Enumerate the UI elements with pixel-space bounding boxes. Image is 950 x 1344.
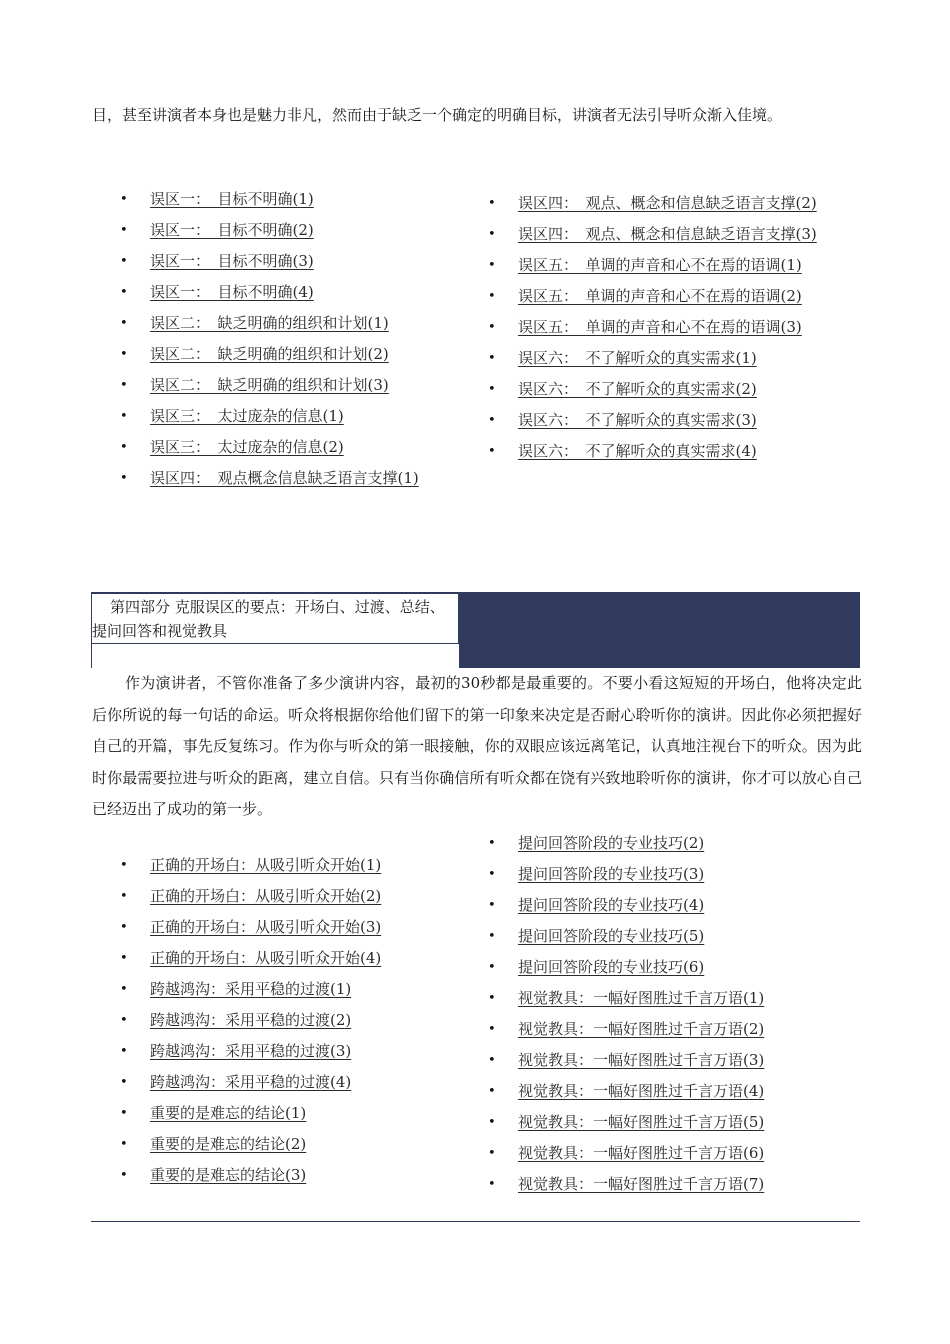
chapter-link[interactable]: 误区一： 目标不明确(3) [150, 252, 314, 270]
bullet-icon: • [120, 1075, 128, 1090]
list-item [488, 1138, 764, 1169]
chapter-link[interactable]: 跨越鸿沟：采用平稳的过渡(3) [150, 1042, 352, 1060]
bullet-icon: • [488, 351, 496, 366]
list-item [488, 1014, 764, 1045]
chapter-link[interactable]: 重要的是难忘的结论(2) [150, 1135, 307, 1153]
mistakes-link-list-right [488, 188, 817, 467]
bullet-icon: • [120, 316, 128, 331]
bullet-icon: • [488, 898, 496, 913]
bullet-icon: • [120, 1137, 128, 1152]
list-item [488, 1045, 764, 1076]
bullet-icon: • [488, 1022, 496, 1037]
bullet-icon: • [120, 1013, 128, 1028]
bullet-icon: • [488, 227, 496, 242]
bullet-icon: • [120, 1168, 128, 1183]
section-title: 第四部分 克服误区的要点：开场白、过渡、总结、提问回答和视觉教具 [91, 592, 459, 644]
bullet-icon: • [488, 413, 496, 428]
techniques-link-list-right [488, 828, 764, 1200]
list-item [120, 339, 419, 370]
list-item [120, 850, 381, 881]
chapter-link[interactable]: 正确的开场白：从吸引听众开始(4) [150, 949, 382, 967]
list-item [120, 1036, 381, 1067]
list-item [488, 374, 817, 405]
chapter-link[interactable]: 误区四： 观点概念信息缺乏语言支撑(1) [150, 469, 419, 487]
bullet-icon: • [120, 347, 128, 362]
list-item [488, 343, 817, 374]
chapter-link[interactable]: 误区六： 不了解听众的真实需求(1) [518, 349, 757, 367]
chapter-link[interactable]: 误区二： 缺乏明确的组织和计划(2) [150, 345, 389, 363]
list-item [488, 1169, 764, 1200]
chapter-link[interactable]: 误区三： 太过庞杂的信息(1) [150, 407, 344, 425]
chapter-link[interactable]: 误区二： 缺乏明确的组织和计划(3) [150, 376, 389, 394]
list-item [488, 312, 817, 343]
chapter-link[interactable]: 提问回答阶段的专业技巧(6) [518, 958, 705, 976]
chapter-link[interactable]: 误区六： 不了解听众的真实需求(3) [518, 411, 757, 429]
list-item [120, 1129, 381, 1160]
list-item [120, 912, 381, 943]
bullet-icon: • [120, 285, 128, 300]
list-item [120, 246, 419, 277]
chapter-link[interactable]: 提问回答阶段的专业技巧(5) [518, 927, 705, 945]
list-item [120, 277, 419, 308]
chapter-link[interactable]: 视觉教具：一幅好图胜过千言万语(6) [518, 1144, 765, 1162]
list-item [488, 250, 817, 281]
bullet-icon: • [488, 836, 496, 851]
bullet-icon: • [120, 192, 128, 207]
chapter-link[interactable]: 误区五： 单调的声音和心不在焉的语调(1) [518, 256, 802, 274]
chapter-link[interactable]: 跨越鸿沟：采用平稳的过渡(2) [150, 1011, 352, 1029]
bullet-icon: • [120, 254, 128, 269]
bullet-icon: • [120, 409, 128, 424]
chapter-link[interactable]: 误区五： 单调的声音和心不在焉的语调(2) [518, 287, 802, 305]
chapter-link[interactable]: 正确的开场白：从吸引听众开始(2) [150, 887, 382, 905]
chapter-link[interactable]: 视觉教具：一幅好图胜过千言万语(4) [518, 1082, 765, 1100]
chapter-link[interactable]: 误区四： 观点、概念和信息缺乏语言支撑(3) [518, 225, 817, 243]
list-item [120, 943, 381, 974]
list-item [488, 890, 764, 921]
list-item [488, 859, 764, 890]
list-item [488, 281, 817, 312]
list-item [120, 1067, 381, 1098]
chapter-link[interactable]: 误区三： 太过庞杂的信息(2) [150, 438, 344, 456]
list-item [488, 952, 764, 983]
list-item [488, 1076, 764, 1107]
chapter-link[interactable]: 误区一： 目标不明确(2) [150, 221, 314, 239]
section-header [91, 592, 860, 668]
bullet-icon: • [488, 444, 496, 459]
list-item [120, 184, 419, 215]
list-item [120, 1160, 381, 1191]
chapter-link[interactable]: 视觉教具：一幅好图胜过千言万语(5) [518, 1113, 765, 1131]
chapter-link[interactable]: 误区一： 目标不明确(4) [150, 283, 314, 301]
list-item [488, 1107, 764, 1138]
chapter-link[interactable]: 误区六： 不了解听众的真实需求(2) [518, 380, 757, 398]
chapter-link[interactable]: 提问回答阶段的专业技巧(4) [518, 896, 705, 914]
list-item [120, 215, 419, 246]
chapter-link[interactable]: 误区二： 缺乏明确的组织和计划(1) [150, 314, 389, 332]
section-body-paragraph: 作为演讲者，不管你准备了多少演讲内容，最初的30秒都是最重要的。不要小看这短短的开场白，他将决定此后你所说的每一句话的命运。听众将根据你给他们留下的第一印象来决定是否耐心聆听你的演讲。因此你必须把握好自己的开篇，事先反复练习。作为你与听众的第一眼接触，你的双眼应该远离笔记，认真地注视台下的听众。因为此时你最需要拉进与听众的距离，建立自信。只有当你确信所有听众都在饶有兴致地聆听你的演讲，你才可以放心自己已经迈出了成功的第一步。 [92, 674, 862, 818]
list-item [488, 436, 817, 467]
list-item [488, 983, 764, 1014]
bullet-icon: • [488, 320, 496, 335]
intro-paragraph: 目，甚至讲演者本身也是魅力非凡，然而由于缺乏一个确定的明确目标，讲演者无法引导听众渐入佳境。 [92, 106, 783, 124]
bullet-icon: • [488, 991, 496, 1006]
list-item [488, 219, 817, 250]
bullet-icon: • [488, 382, 496, 397]
section-header-top-rule [91, 592, 860, 594]
list-item [120, 974, 381, 1005]
bullet-icon: • [120, 1106, 128, 1121]
bullet-icon: • [488, 1053, 496, 1068]
bullet-icon: • [488, 1084, 496, 1099]
bullet-icon: • [488, 1177, 496, 1192]
bullet-icon: • [488, 929, 496, 944]
bullet-icon: • [120, 378, 128, 393]
bullet-icon: • [120, 951, 128, 966]
section-header-band [459, 592, 860, 668]
chapter-link[interactable]: 跨越鸿沟：采用平稳的过渡(4) [150, 1073, 352, 1091]
bullet-icon: • [120, 889, 128, 904]
bullet-icon: • [120, 920, 128, 935]
list-item [488, 405, 817, 436]
list-item [120, 401, 419, 432]
bullet-icon: • [120, 440, 128, 455]
list-item [488, 828, 764, 859]
chapter-link[interactable]: 误区四： 观点、概念和信息缺乏语言支撑(2) [518, 194, 817, 212]
chapter-link[interactable]: 视觉教具：一幅好图胜过千言万语(1) [518, 989, 765, 1007]
chapter-link[interactable]: 误区五： 单调的声音和心不在焉的语调(3) [518, 318, 802, 336]
bullet-icon: • [488, 1115, 496, 1130]
bullet-icon: • [488, 289, 496, 304]
bullet-icon: • [120, 223, 128, 238]
chapter-link[interactable]: 跨越鸿沟：采用平稳的过渡(1) [150, 980, 352, 998]
bullet-icon: • [488, 867, 496, 882]
list-item [120, 308, 419, 339]
chapter-link[interactable]: 误区六： 不了解听众的真实需求(4) [518, 442, 757, 460]
chapter-link[interactable]: 提问回答阶段的专业技巧(3) [518, 865, 705, 883]
chapter-link[interactable]: 视觉教具：一幅好图胜过千言万语(2) [518, 1020, 765, 1038]
chapter-link[interactable]: 重要的是难忘的结论(1) [150, 1104, 307, 1122]
list-item [120, 1098, 381, 1129]
chapter-link[interactable]: 视觉教具：一幅好图胜过千言万语(7) [518, 1175, 765, 1193]
chapter-link[interactable]: 重要的是难忘的结论(3) [150, 1166, 307, 1184]
section-header-divider [91, 644, 459, 668]
chapter-link[interactable]: 误区一： 目标不明确(1) [150, 190, 314, 208]
bullet-icon: • [120, 982, 128, 997]
footer-rule [91, 1221, 860, 1222]
chapter-link[interactable]: 提问回答阶段的专业技巧(2) [518, 834, 705, 852]
bullet-icon: • [120, 858, 128, 873]
bullet-icon: • [120, 1044, 128, 1059]
mistakes-link-list-left [120, 184, 419, 494]
list-item [120, 1005, 381, 1036]
chapter-link[interactable]: 视觉教具：一幅好图胜过千言万语(3) [518, 1051, 765, 1069]
bullet-icon: • [488, 258, 496, 273]
list-item [120, 463, 419, 494]
chapter-link[interactable]: 正确的开场白：从吸引听众开始(3) [150, 918, 382, 936]
bullet-icon: • [488, 960, 496, 975]
chapter-link[interactable]: 正确的开场白：从吸引听众开始(1) [150, 856, 382, 874]
list-item [120, 432, 419, 463]
list-item [120, 881, 381, 912]
techniques-link-list-left [120, 850, 381, 1191]
bullet-icon: • [488, 1146, 496, 1161]
bullet-icon: • [120, 471, 128, 486]
bullet-icon: • [488, 196, 496, 211]
list-item [488, 188, 817, 219]
list-item [120, 370, 419, 401]
list-item [488, 921, 764, 952]
